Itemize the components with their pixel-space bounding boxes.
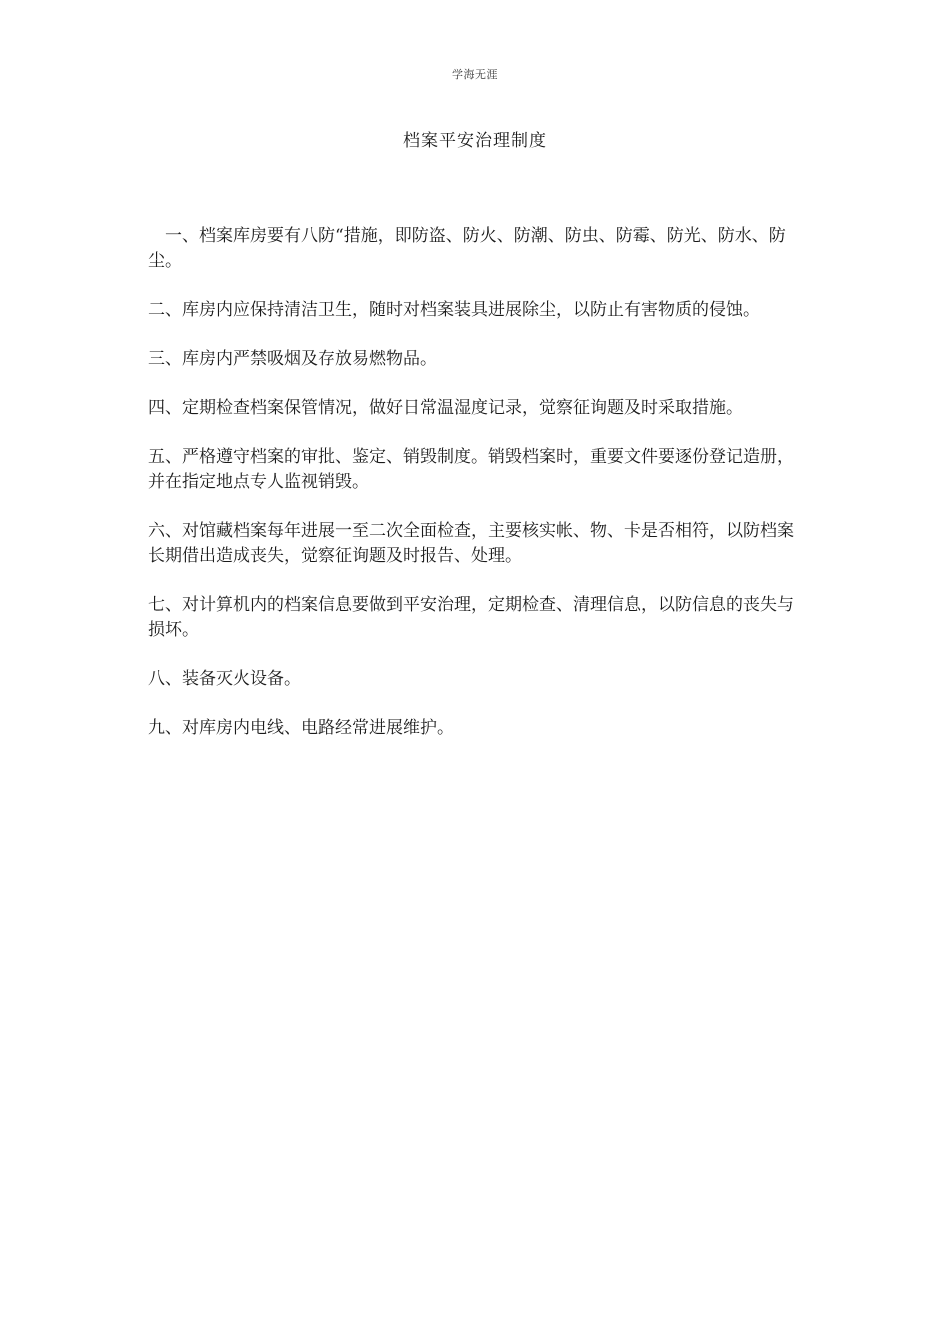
paragraph-2: 二、库房内应保持清洁卫生，随时对档案装具进展除尘，以防止有害物质的侵蚀。 (148, 300, 760, 320)
paragraph-4: 四、定期检查档案保管情况，做好日常温湿度记录，觉察征询题及时采取措施。 (148, 398, 743, 418)
paragraph-7: 七、对计算机内的档案信息要做到平安治理，定期检查、清理信息，以防信息的丧失与损坏。 (148, 595, 794, 640)
paragraph-3: 三、库房内严禁吸烟及存放易燃物品。 (148, 349, 437, 369)
paragraph-6: 六、对馆藏档案每年进展一至二次全面检查，主要核实帐、物、卡是否相符，以防档案长期借出造成丧失，觉察征询题及时报告、处理。 (148, 521, 794, 566)
paragraph-5: 五、严格遵守档案的审批、鉴定、销毁制度。销毁档案时，重要文件要逐份登记造册，并在指定地点专人监视销毁。 (148, 447, 794, 492)
document-body (148, 224, 804, 765)
paragraph-8: 八、装备灭火设备。 (148, 669, 301, 689)
document-title: 档案平安治理制度 (403, 131, 547, 151)
paragraph-1: 一、档案库房要有八防“措施，即防盗、防火、防潮、防虫、防霉、防光、防水、防尘。 (148, 226, 786, 271)
page-header: 学海无涯 (452, 68, 498, 81)
paragraph-9: 九、对库房内电线、电路经常进展维护。 (148, 718, 454, 738)
